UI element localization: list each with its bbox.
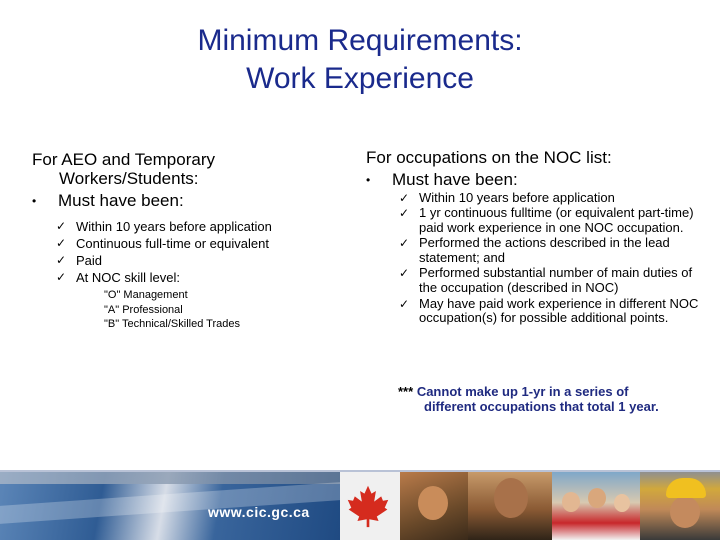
note-stars: ***	[398, 384, 414, 399]
title-line-1: Minimum Requirements:	[197, 24, 523, 57]
list-item: ✓ Within 10 years before application	[399, 190, 615, 205]
list-item: ✓ Performed the actions described in the lead statement; and	[399, 235, 670, 266]
face-shape	[562, 492, 580, 512]
left-lead-line-2: Workers/Students:	[59, 169, 199, 188]
note-line-1: Cannot make up 1-yr in a series of	[416, 384, 629, 399]
left-bullet	[32, 190, 332, 212]
check-icon: ✓	[399, 236, 410, 251]
list-item: ✓ At NOC skill level:	[56, 270, 181, 285]
list-item: ✓ May have paid work experience in different NOC occupation(s) for possible additional points.	[399, 295, 699, 326]
title-line-2: Work Experience	[246, 62, 474, 95]
check-icon: ✓	[56, 219, 67, 233]
left-bullet-text: Must have been:	[58, 191, 184, 210]
page-title	[0, 22, 720, 98]
skill-level-list	[104, 288, 332, 332]
check-icon: ✓	[399, 266, 410, 281]
footer-banner	[0, 470, 720, 540]
left-lead-line-1: For AEO and Temporary	[32, 150, 215, 169]
left-column	[32, 150, 332, 332]
list-item: ✓ Performed substantial number of main duties of the occupation (described in NOC)	[399, 265, 693, 296]
face-shape	[494, 478, 528, 518]
right-bullet-text: Must have been:	[392, 170, 518, 189]
face-shape	[614, 494, 630, 512]
note-line-2: different occupations that total 1 year.	[424, 399, 659, 414]
maple-leaf-icon	[346, 484, 390, 528]
list-item: ✓ Within 10 years before application	[56, 219, 272, 234]
left-check-list	[56, 218, 332, 286]
photo-people-2	[468, 472, 552, 540]
check-icon: ✓	[56, 236, 67, 250]
website-url: www.cic.gc.ca	[208, 504, 310, 520]
check-icon: ✓	[56, 253, 67, 267]
photo-people-1	[400, 472, 468, 540]
bullet-icon: •	[32, 194, 37, 208]
list-item: "B" Technical/Skilled Trades	[104, 318, 241, 330]
note	[398, 384, 698, 414]
list-item: ✓ Continuous full-time or equivalent	[56, 236, 269, 251]
right-check-list	[399, 191, 706, 326]
right-bullet	[366, 169, 706, 191]
right-column	[366, 148, 706, 327]
photo-people-3	[552, 472, 640, 540]
face-shape	[418, 486, 448, 520]
bullet-icon: •	[366, 173, 371, 187]
list-item: "O" Management	[104, 289, 188, 301]
banner-cap	[0, 472, 340, 484]
right-lead: For occupations on the NOC list:	[366, 148, 612, 167]
check-icon: ✓	[399, 206, 410, 221]
left-lead	[32, 150, 332, 188]
list-item: ✓ 1 yr continuous fulltime (or equivalent part-time) paid work experience in one NOC occupation.	[399, 205, 694, 236]
hard-hat-icon	[666, 478, 706, 498]
check-icon: ✓	[399, 191, 410, 205]
list-item: ✓ Paid	[56, 253, 103, 268]
banner-left-panel	[0, 472, 340, 540]
check-icon: ✓	[56, 270, 67, 284]
list-item: "A" Professional	[104, 303, 183, 316]
face-shape	[588, 488, 606, 508]
face-shape	[670, 496, 700, 528]
check-icon: ✓	[399, 296, 410, 311]
